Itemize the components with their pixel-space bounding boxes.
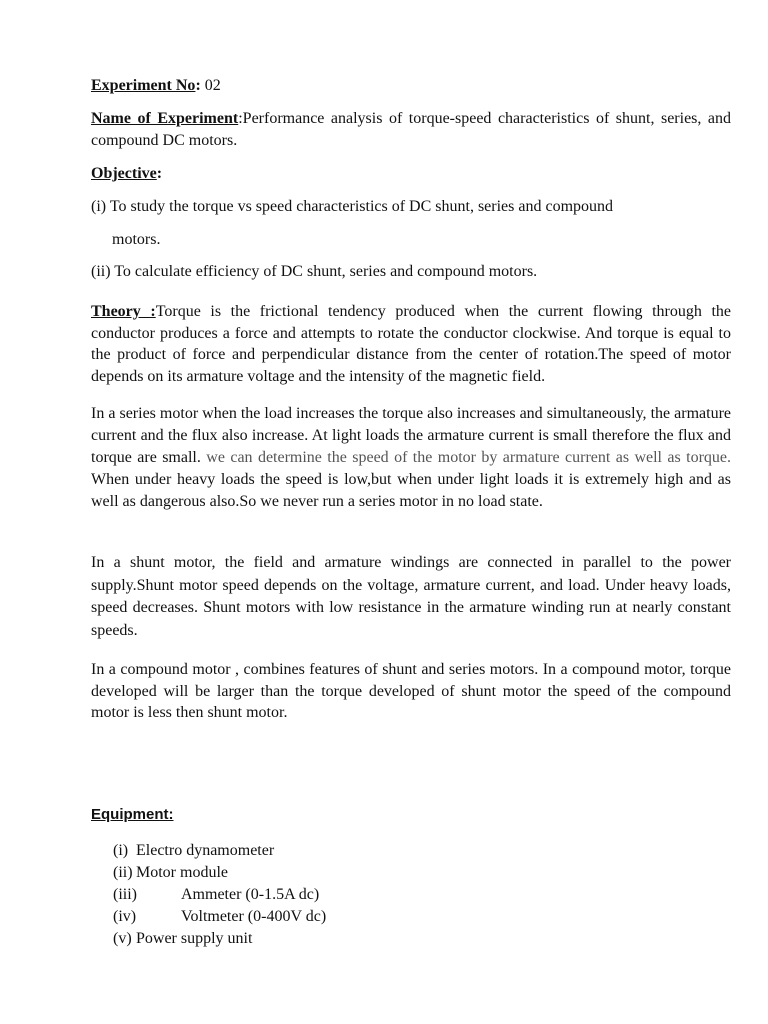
equipment-item-number: (v) <box>113 930 132 947</box>
theory-label: Theory : <box>91 303 156 320</box>
equipment-item <box>113 906 326 928</box>
series-motor-text-3: When under heavy loads the speed is low,but when under light loads it is extremely high and as well as dangerous also.So we never run a series motor in no load state. <box>91 471 731 510</box>
objective-colon: : <box>156 165 163 182</box>
equipment-item-number: (iii) <box>113 886 137 903</box>
series-motor-paragraph <box>91 403 731 513</box>
series-motor-text-1: In a series motor when the load increases the torque also increases and simultaneously, the armature current and the flux also increase. At light loads the armature current is small therefore the flux and torque are small. <box>91 405 731 466</box>
equipment-item-number: (i) <box>113 842 129 859</box>
equipment-item <box>113 928 326 950</box>
experiment-number-value: 02 <box>200 77 221 94</box>
equipment-item-text: Electro dynamometer <box>136 842 275 859</box>
theory-text: Torque is the frictional tendency produced when the current flowing through the conductor produces a force and attempts to rotate the conductor clockwise. And torque is equal to the product of force and perpendicular distance from the center of rotation.The speed of motor depends on its armature voltage and the intensity of the magnetic field. <box>91 303 732 385</box>
objective-item-1-line-2: motors. <box>112 231 161 248</box>
equipment-item <box>113 862 326 884</box>
compound-motor-paragraph: In a compound motor , combines features of shunt and series motors. In a compound motor, torque developed will be larger than the torque developed of shunt motor the speed of the compound motor is less then shunt motor. <box>91 661 731 721</box>
equipment-item-text: Voltmeter (0-400V dc) <box>181 908 327 925</box>
equipment-item-text: Motor module <box>136 864 228 881</box>
equipment-heading: Equipment: <box>91 806 174 823</box>
equipment-list <box>113 840 326 950</box>
experiment-name-label: Name of Experiment <box>91 110 239 127</box>
equipment-item <box>113 884 326 906</box>
series-motor-text-2: we can determine the speed of the motor by armature current as well as torque. <box>206 449 731 466</box>
objective-item-1-line-1: (i) To study the torque vs speed characteristics of DC shunt, series and compound <box>91 198 614 215</box>
experiment-number-colon: : <box>195 77 201 94</box>
equipment-item <box>113 840 326 862</box>
shunt-motor-paragraph: In a shunt motor, the field and armature windings are connected in parallel to the power supply.Shunt motor speed depends on the voltage, armature current, and load. Under heavy loads, speed decreases. Shunt motors with low resistance in the armature winding run at nearly constant speeds. <box>91 554 731 639</box>
equipment-item-number: (iv) <box>113 908 137 925</box>
objective-label: Objective <box>91 165 157 182</box>
experiment-name-text: :Performance analysis of torque-speed characteristics of shunt, series, and compound DC motors. <box>91 110 732 149</box>
objective-item-2: (ii) To calculate efficiency of DC shunt, series and compound motors. <box>91 263 538 280</box>
equipment-item-text: Ammeter (0-1.5A dc) <box>181 886 320 903</box>
objective-heading <box>91 163 731 185</box>
experiment-number-label: Experiment No <box>91 77 196 94</box>
experiment-number-line <box>91 75 731 97</box>
equipment-item-text: Power supply unit <box>136 930 253 947</box>
theory-paragraph <box>91 301 731 387</box>
equipment-item-number: (ii) <box>113 864 133 881</box>
experiment-name-paragraph <box>91 108 731 151</box>
